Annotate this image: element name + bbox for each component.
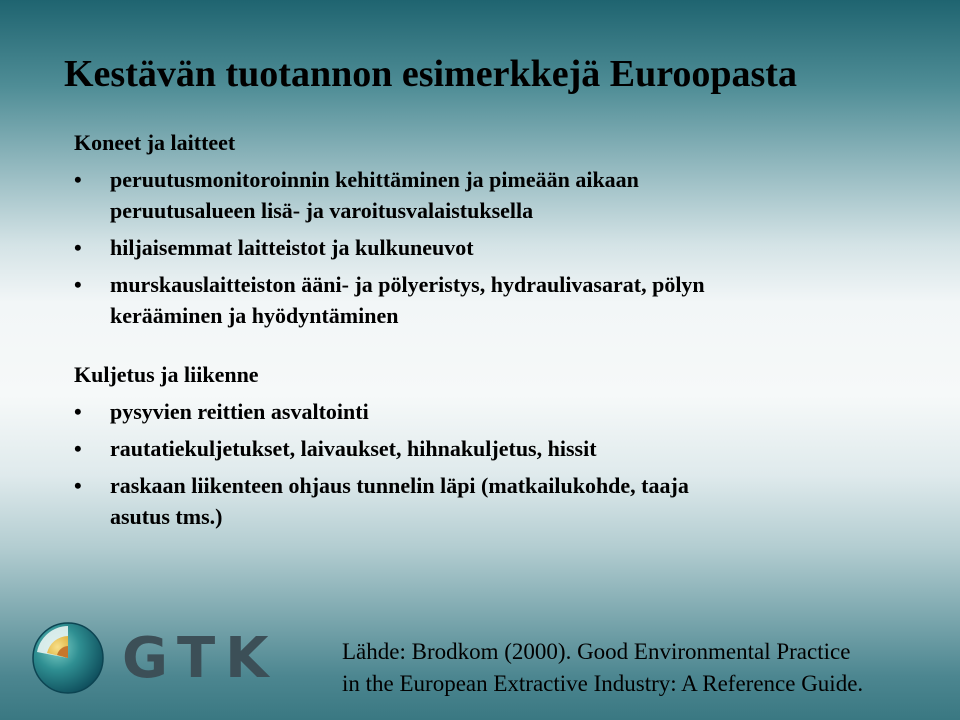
bullet-list [74, 164, 914, 331]
bullet-item [74, 164, 914, 226]
bullet-icon: • [74, 436, 82, 461]
logo-text: GTK [122, 626, 279, 691]
bullet-text: murskauslaitteiston ääni- ja pölyeristys, hydraulivasarat, pölyn [110, 272, 705, 297]
bullet-icon: • [74, 272, 82, 297]
bullet-icon: • [74, 167, 82, 192]
bullet-text: hiljaisemmat laitteistot ja kulkuneuvot [110, 235, 474, 260]
source-citation [342, 636, 954, 700]
globe-logo-icon [30, 620, 106, 696]
bullet-text: peruutusmonitoroinnin kehittäminen ja pimeään aikaan [110, 167, 639, 192]
section-transport [74, 358, 914, 532]
bullet-list [74, 396, 914, 532]
slide-content [74, 126, 914, 538]
bullet-text: raskaan liikenteen ohjaus tunnelin läpi (matkailukohde, taaja [110, 473, 689, 498]
bullet-item [74, 396, 914, 427]
section-heading: Koneet ja laitteet [74, 130, 236, 155]
bullet-item [74, 470, 914, 532]
bullet-icon: • [74, 399, 82, 424]
source-line: in the European Extractive Industry: A Reference Guide. [342, 671, 864, 696]
bullet-text: kerääminen ja hyödyntäminen [110, 303, 399, 328]
bullet-text: rautatiekuljetukset, laivaukset, hihnakuljetus, hissit [110, 436, 597, 461]
source-line: Lähde: Brodkom (2000). Good Environmental Practice [342, 639, 851, 664]
gtk-logo [30, 620, 280, 698]
bullet-text: asutus tms.) [110, 504, 223, 529]
bullet-text: pysyvien reittien asvaltointi [110, 399, 369, 424]
bullet-icon: • [74, 235, 82, 260]
bullet-item [74, 269, 914, 331]
bullet-item [74, 433, 914, 464]
bullet-icon: • [74, 473, 82, 498]
section-heading: Kuljetus ja liikenne [74, 362, 259, 387]
bullet-text: peruutusalueen lisä- ja varoitusvalaistuksella [110, 198, 534, 223]
slide-title: Kestävän tuotannon esimerkkejä Euroopasta [64, 53, 797, 95]
bullet-item [74, 232, 914, 263]
section-machinery [74, 126, 914, 331]
